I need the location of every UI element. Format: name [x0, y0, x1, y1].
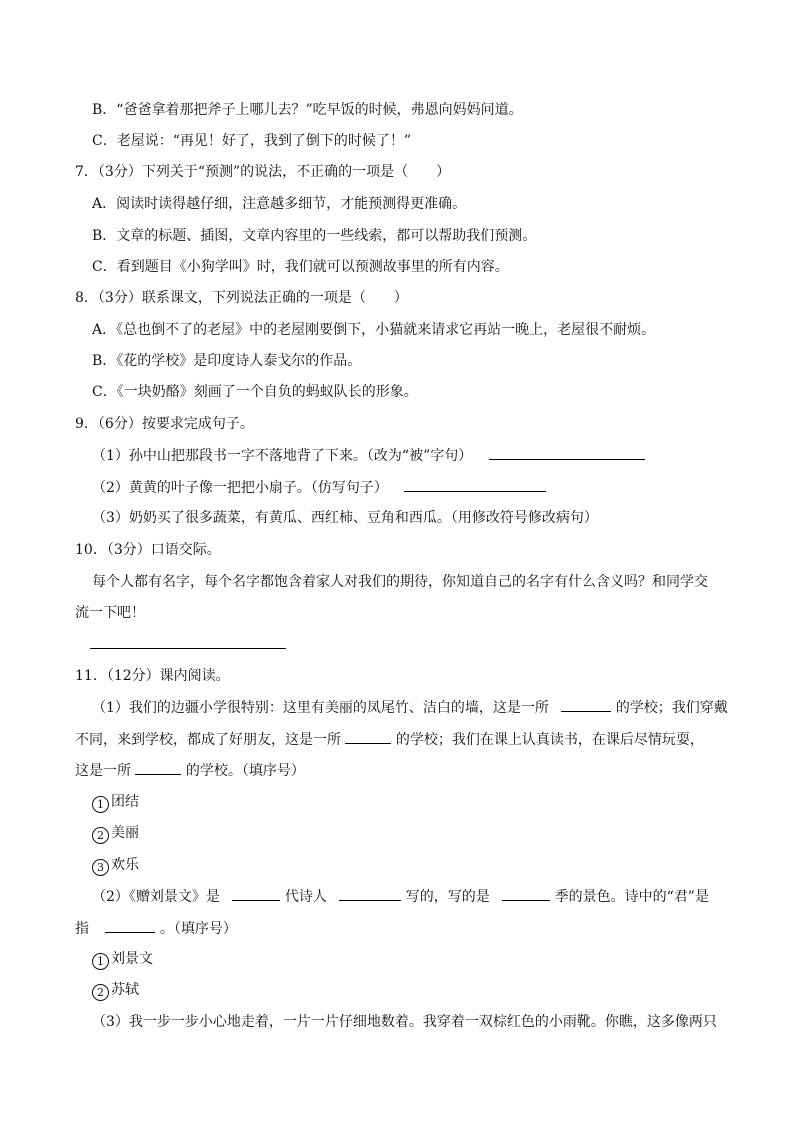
text: （1）我们的边疆小学很特别：这里有美丽的凤尾竹、洁白的墙，这是一所	[92, 700, 549, 716]
question-11-part-1-line-3	[75, 760, 305, 781]
text: 代诗人	[284, 889, 327, 905]
question-11-part-2-line-1	[92, 886, 709, 907]
question-7-option-c: C．看到题目《小狗学叫》时，我们就可以预测故事里的所有内容。	[92, 259, 509, 275]
answer-blank[interactable]	[232, 886, 280, 901]
circled-number: 3	[92, 859, 109, 876]
question-11-part-3: （3）我一步一步小心地走着，一片一片仔细地数着。我穿着一双棕红色的小雨靴。你瞧，这多像两只	[92, 1014, 717, 1030]
question-9-part-3: （3）奶奶买了很多蔬菜，有黄瓜、西红柿、豆角和西瓜。（用修改符号修改病句）	[92, 510, 598, 526]
circled-number: 2	[92, 984, 109, 1001]
question-10-paragraph-line-2: 流一下吧！	[75, 605, 145, 621]
text: 的学校；我们穿戴	[615, 700, 728, 716]
question-10-paragraph-line-1: 每个人都有名字，每个名字都饱含着家人对我们的期待，你知道自己的名字有什么含义吗？和同学交	[92, 574, 708, 590]
text: 指	[75, 921, 89, 937]
question-8-option-b: B．《花的学校》是印度诗人泰戈尔的作品。	[92, 353, 362, 369]
question-8-option-c: C．《一块奶酪》刻画了一个自负的蚂蚁队长的形象。	[92, 384, 418, 400]
text: 不同，来到学校，都成了好朋友，这是一所	[75, 732, 341, 748]
question-11-part-1-line-2	[75, 729, 704, 750]
answer-blank[interactable]	[135, 760, 181, 775]
text: 。（填序号）	[159, 921, 237, 937]
option-text: 欢乐	[111, 857, 139, 873]
question-7: 7．（3分）下列关于“预测”的说法，不正确的一项是（ ）	[75, 164, 451, 180]
answer-blank[interactable]	[105, 918, 155, 933]
answer-line[interactable]	[90, 648, 286, 649]
answer-blank[interactable]	[345, 729, 391, 744]
question-11-part-1-line-1	[92, 697, 728, 718]
question-9-part-1	[92, 445, 645, 466]
option-c-line: C．老屋说：“再见！好了，我到了倒下的时候了！”	[92, 133, 412, 149]
question-8: 8．（3分）联系课文，下列说法正确的一项是（ ）	[75, 290, 408, 306]
text: 这是一所	[75, 763, 131, 779]
question-9-part-1-text: （1）孙中山把那段书一字不落地背了下来。（改为“被”字句）	[92, 448, 473, 464]
option-text: 苏轼	[111, 982, 139, 998]
text: （2）《赠刘景文》是	[92, 889, 220, 905]
question-11-part-2-line-2	[75, 918, 237, 939]
circled-number: 1	[92, 796, 109, 813]
option-text: 美丽	[111, 825, 139, 841]
question-11: 11．（12分）课内阅读。	[75, 668, 230, 684]
option-item	[92, 980, 139, 1001]
question-7-option-b: B．文章的标题、插图，文章内容里的一些线索，都可以帮助我们预测。	[92, 228, 537, 244]
text: 季的景色。诗中的“君”是	[554, 889, 709, 905]
answer-blank[interactable]	[489, 445, 645, 460]
question-9: 9．（6分）按要求完成句子。	[75, 416, 254, 432]
option-b-line: B．“爸爸拿着那把斧子上哪儿去？”吃早饭的时候，弗恩向妈妈问道。	[92, 102, 523, 118]
answer-blank[interactable]	[404, 477, 546, 492]
option-text: 团结	[111, 794, 139, 810]
answer-blank[interactable]	[502, 886, 550, 901]
option-item	[92, 855, 139, 876]
question-9-part-2-text: （2）黄黄的叶子像一把把小扇子。（仿写句子）	[92, 480, 388, 496]
circled-number: 1	[92, 953, 109, 970]
option-item	[92, 823, 139, 844]
answer-blank[interactable]	[339, 886, 401, 901]
circled-number: 2	[92, 827, 109, 844]
text: 的学校。（填序号）	[185, 763, 305, 779]
question-7-option-a: A．阅读时读得越仔细，注意越多细节，才能预测得更准确。	[92, 196, 467, 212]
option-text: 刘景文	[111, 951, 153, 967]
question-8-option-a: A．《总也倒不了的老屋》中的老屋刚要倒下，小猫就来请求它再站一晚上，老屋很不耐烦。	[92, 322, 656, 338]
answer-blank[interactable]	[561, 697, 611, 712]
text: 写的，写的是	[405, 889, 490, 905]
text: 的学校；我们在课上认真读书，在课后尽情玩耍，	[395, 732, 704, 748]
question-10: 10．（3分）口语交际。	[75, 542, 221, 558]
option-item	[92, 949, 153, 970]
question-9-part-2	[92, 477, 546, 498]
option-item	[92, 792, 139, 813]
